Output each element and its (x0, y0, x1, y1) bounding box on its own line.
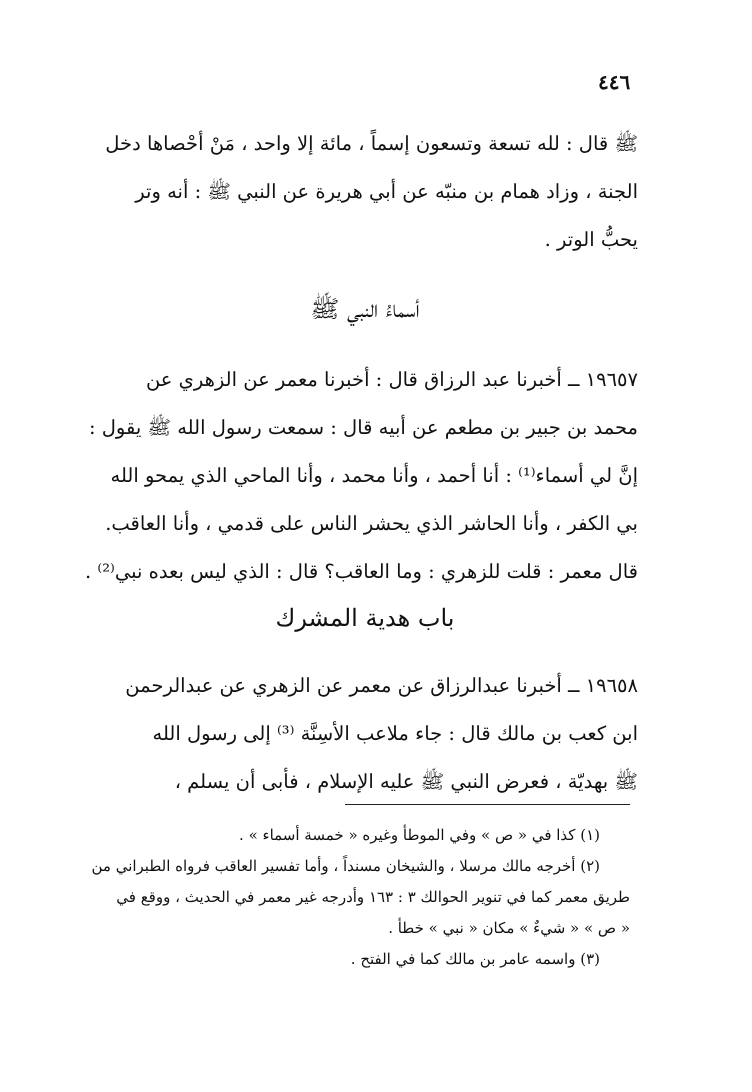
footnote-2-continued: طريق معمر كما في تنوير الحوالك ٣ : ١٦٣ وأدرجه غير معمر في الحديث ، ووقع في (116, 888, 630, 906)
paragraph-line: ﷺ قال : لله تسعة وتسعون إسماً ، مائة إلا واحد ، مَنْ أحْصاها دخل (105, 132, 638, 155)
paragraph-line: ﷺ بهديّة ، فعرض النبي ﷺ عليه الإسلام ، فأبى أن يسلم ، (174, 770, 638, 793)
paragraph-line: ١٩٦٥٨ ــ أخبرنا عبدالرزاق عن معمر عن الزهري عن عبدالرحمن (125, 674, 638, 697)
paragraph-line: قال معمر : قلت للزهري : وما العاقب؟ قال : الذي ليس بعده نبي⁽²⁾ . (85, 560, 638, 583)
footnote-1: (١) كذا في « ص » وفي الموطأ وغيره « خمسة أسماء » . (239, 826, 600, 844)
footnote-separator (345, 804, 630, 805)
section-heading-gift-of-polytheist: باب هدية المشرك (275, 604, 455, 632)
footnote-2: (٢) أخرجه مالك مرسلا ، والشيخان مسنداً ، وأما تفسير العاقب فرواه الطبراني من (91, 857, 600, 875)
paragraph-line: يحبُّ الوتر . (544, 228, 638, 251)
hadith-19657 (85, 356, 638, 596)
footnote-2-continued: « ص » « شيءٌ » مكان « نبي » خطأ . (388, 919, 630, 937)
paragraph-line: ١٩٦٥٧ ــ أخبرنا عبد الرزاق قال : أخبرنا معمر عن الزهري عن (145, 368, 638, 391)
footnotes (92, 820, 630, 975)
footnote-3: (٣) واسمه عامر بن مالك كما في الفتح . (350, 950, 600, 968)
page-number: ٤٤٦ (598, 70, 631, 94)
paragraph-line: الجنة ، وزاد همام بن منبّه عن أبي هريرة عن النبي ﷺ : أنه وتر (135, 180, 638, 203)
paragraph-line: إنَّ لي أسماء⁽¹⁾ : أنا أحمد ، وأنا محمد ، وأنا الماحي الذي يمحو الله (110, 464, 638, 487)
hadith-19658 (92, 662, 638, 806)
paragraph-line: بي الكفر ، وأنا الحاشر الذي يحشر الناس على قدمي ، وأنا العاقب. (105, 512, 638, 535)
paragraph-line: ابن كعب بن مالك قال : جاء ملاعب الأسِنَّة ⁽³⁾ إلى رسول الله (152, 722, 638, 745)
section-heading-names-of-prophet: أسماءُ النبي ﷺ (310, 295, 420, 323)
intro-paragraph (92, 120, 638, 264)
paragraph-line: محمد بن جبير بن مطعم عن أبيه قال : سمعت رسول الله ﷺ يقول : (88, 416, 638, 439)
